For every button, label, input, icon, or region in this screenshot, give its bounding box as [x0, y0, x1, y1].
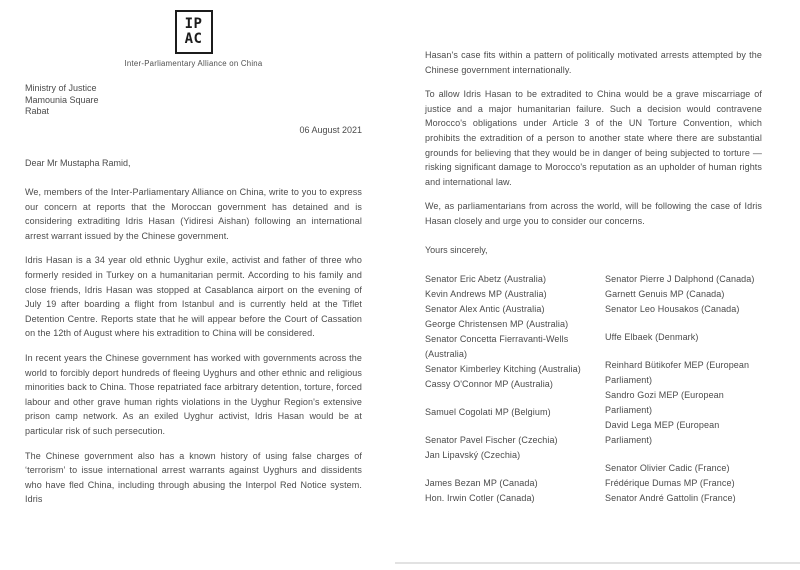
signatory-name: James Bezan MP (Canada) [425, 478, 538, 489]
letterhead [25, 10, 362, 68]
signatory-name: Uffe Elbaek (Denmark) [605, 332, 699, 343]
recipient-line: Rabat [25, 106, 50, 116]
signatory-name: Senator Kimberley Kitching (Australia) [425, 364, 581, 375]
paragraph: In recent years the Chinese government has worked with governments across the world to forcibly deport hundreds of fleeing Uyghurs and other ethnic and religious minorities back to China. Those repatriated face arbitrary detention, torture, forced labour and other grave human rights violations in the Uyghur Region's extensive prison camp network. As an exiled Uyghur activist, Idris Hasan would be at particular risk of such persecution. [25, 353, 362, 436]
signatory-name: Senator Pierre J Dalphond (Canada) [605, 274, 755, 285]
paragraph: Hasan's case fits within a pattern of politically motivated arrests attempted by the Chinese government internationally. [425, 50, 762, 75]
signatory-group-belgium [425, 405, 605, 420]
signatories-column-1 [425, 272, 605, 519]
paragraph: We, members of the Inter-Parliamentary Alliance on China, write to you to express our concern at reports that the Moroccan government has detained and is considering extraditing Idris Hasan (Yidiresi Aishan) following an international arrest warrant issued by the Chinese government. [25, 187, 362, 241]
ipac-logo-top-letters: IP [184, 16, 203, 32]
recipient-line: Mamounia Square [25, 94, 99, 105]
signatory-name: Hon. Irwin Cotler (Canada) [425, 493, 535, 504]
signatory-group-czechia [425, 433, 605, 463]
paragraph: Idris Hasan is a 34 year old ethnic Uyghur exile, activist and father of three who formerly resided in Turkey on a humanitarian permit. According to his family and close friends, Idris Hasan was stopped at Casablanca airport on the evening of July 19 after boarding a flight from Istanbul and is currently held at the Tiflet Detention Centre. Reports state that he will appear before the Court of Cassation on the 12th of August where his extradition to China will be considered. [25, 255, 362, 339]
signatory-name: Senator André Gattolin (France) [605, 493, 736, 504]
letter-date: 06 August 2021 [299, 124, 362, 135]
paragraph: The Chinese government also has a known history of using false charges of ‘terrorism’ to issue international arrest warrants against Uyghurs and dissidents who have fled China, including through abusing the Interpol Red Notice system. Idris [25, 450, 362, 505]
recipient-line: Ministry of Justice [25, 83, 97, 93]
signatory-group-france [605, 461, 762, 506]
signatories-list [425, 272, 762, 519]
signatory-name: Frédérique Dumas MP (France) [605, 478, 735, 489]
signatory-name: Senator Olivier Cadic (France) [605, 463, 730, 474]
signatory-name: Sandro Gozi MEP (European Parliament) [605, 390, 724, 416]
paragraph: To allow Idris Hasan to be extradited to China would be a grave miscarriage of justice and a major humanitarian failure. Such a decision would contravene Morocco's obligations under Article 3 of the UN Torture Convention, which prohibits the extradition of a person to another state where there are substantial grounds for believing that they would be in danger of being subjected to torture — risking significant damage to Morocco's reputation as an upholder of human rights and international law. [425, 89, 762, 187]
signatory-name: Senator Alex Antic (Australia) [425, 304, 545, 315]
ipac-logo-bottom-letters: AC [184, 31, 203, 47]
salutation: Dear Mr Mustapha Ramid, [25, 157, 131, 168]
signatory-group-canada-right [605, 272, 762, 317]
signatory-name: Senator Leo Housakos (Canada) [605, 304, 740, 315]
signatory-name: Senator Pavel Fischer (Czechia) [425, 435, 558, 446]
paragraph: We, as parliamentarians from across the world, will be following the case of Idris Hasan closely and urge you to consider our concerns. [425, 201, 762, 226]
signatory-name: Jan Lipavský (Czechia) [425, 450, 521, 461]
signatory-group-australia [425, 272, 605, 392]
ipac-logo [175, 10, 213, 54]
signatory-group-european-parliament [605, 358, 762, 448]
recipient-address [25, 83, 362, 118]
closing: Yours sincerely, [425, 244, 488, 255]
signatory-name: Senator Concetta Fierravanti-Wells (Australia) [425, 334, 569, 360]
org-name: Inter-Parliamentary Alliance on China [124, 59, 263, 68]
signatory-name: Reinhard Bütikofer MEP (European Parliament) [605, 360, 750, 386]
letter-page-2 [400, 0, 800, 570]
signatory-name: Cassy O'Connor MP (Australia) [425, 379, 553, 390]
signatory-group-canada-left [425, 476, 605, 506]
signatory-name: David Lega MEP (European Parliament) [605, 420, 720, 446]
signatory-group-denmark [605, 330, 762, 345]
signatory-name: Samuel Cogolati MP (Belgium) [425, 407, 551, 418]
next-page-top-edge [395, 562, 800, 564]
signatory-name: Garnett Genuis MP (Canada) [605, 289, 725, 300]
signatories-column-2 [605, 272, 762, 519]
signatory-name: Senator Eric Abetz (Australia) [425, 274, 547, 285]
signatory-name: Kevin Andrews MP (Australia) [425, 289, 547, 300]
signatory-name: George Christensen MP (Australia) [425, 319, 569, 330]
